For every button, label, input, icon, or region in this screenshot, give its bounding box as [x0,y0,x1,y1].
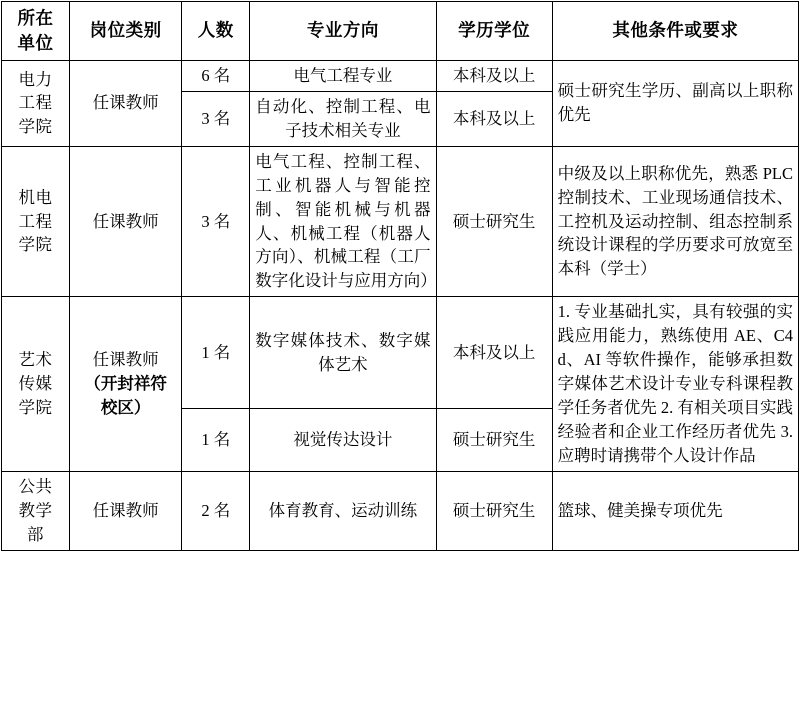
cell-other: 中级及以上职称优先，熟悉 PLC 控制技术、工业现场通信技术、工控机及运动控制、组态控制系统设计课程的学历要求可放宽至本科（学士） [552,146,798,297]
column-header-unit [2,2,70,61]
column-header-degree: 学历学位 [436,2,552,61]
cell-category: 任课教师 [70,146,182,297]
cell-category-note-line2: 校区） [100,397,151,417]
cell-unit-line3: 学院 [18,235,53,255]
cell-other: 1. 专业基础扎实，具有较强的实践应用能力，熟练使用 AE、C4d、AI 等软件操作，能够承担数字媒体艺术设计专业专科课程教学任务者优先 2. 有相关项目实践经验者和企业工作经历者优先 3. 应聘时请携带个人设计作品 [552,297,798,471]
cell-degree: 本科及以上 [436,297,552,409]
cell-unit [2,297,70,471]
cell-count: 6 名 [182,61,250,92]
cell-major: 自动化、控制工程、电子技术相关专业 [250,91,436,146]
cell-degree: 本科及以上 [436,91,552,146]
cell-major: 电气工程专业 [250,61,436,92]
cell-major: 视觉传达设计 [250,408,436,471]
cell-unit-line3: 部 [27,524,45,544]
cell-count: 1 名 [182,297,250,409]
cell-category [70,297,182,471]
table-header-row [2,2,799,61]
column-header-major: 专业方向 [250,2,436,61]
cell-count: 3 名 [182,91,250,146]
cell-major: 数字媒体技术、数字媒体艺术 [250,297,436,409]
cell-degree: 硕士研究生 [436,471,552,550]
cell-unit [2,146,70,297]
cell-other: 篮球、健美操专项优先 [552,471,798,550]
column-header-other: 其他条件或要求 [552,2,798,61]
cell-unit-line1: 艺术 [18,350,53,370]
column-header-unit-line1: 所在 [17,7,54,28]
cell-unit-line2: 工程 [18,93,53,113]
column-header-unit-line2: 单位 [17,33,54,53]
cell-unit-line3: 学院 [18,117,53,137]
cell-unit-line2: 教学 [18,500,53,520]
cell-unit-line1: 电力 [18,69,53,89]
cell-major: 体育教育、运动训练 [250,471,436,550]
cell-count: 1 名 [182,408,250,471]
cell-unit [2,61,70,147]
column-header-category: 岗位类别 [70,2,182,61]
cell-unit-line1: 机电 [18,187,53,207]
column-header-count: 人数 [182,2,250,61]
table-row [2,297,799,409]
cell-degree: 硕士研究生 [436,146,552,297]
cell-unit-line3: 学院 [18,397,53,417]
cell-count: 2 名 [182,471,250,550]
recruitment-positions-table [1,1,799,551]
table-row [2,61,799,92]
cell-major: 电气工程、控制工程、工业机器人与智能控制、智能机械与机器人、机械工程（机器人方向）、机械工程（工厂数字化设计与应用方向） [250,146,436,297]
cell-category: 任课教师 [70,61,182,147]
cell-degree: 本科及以上 [436,61,552,92]
cell-degree: 硕士研究生 [436,408,552,471]
cell-unit-line2: 传媒 [18,374,53,394]
cell-unit [2,471,70,550]
table-row [2,146,799,297]
cell-category-note-line1: （开封祥符 [84,374,167,394]
cell-unit-line1: 公共 [18,476,53,496]
cell-count: 3 名 [182,146,250,297]
cell-unit-line2: 工程 [18,211,53,231]
table-row [2,471,799,550]
cell-category-label: 任课教师 [92,350,159,370]
cell-other: 硕士研究生学历、副高以上职称优先 [552,61,798,147]
cell-category: 任课教师 [70,471,182,550]
